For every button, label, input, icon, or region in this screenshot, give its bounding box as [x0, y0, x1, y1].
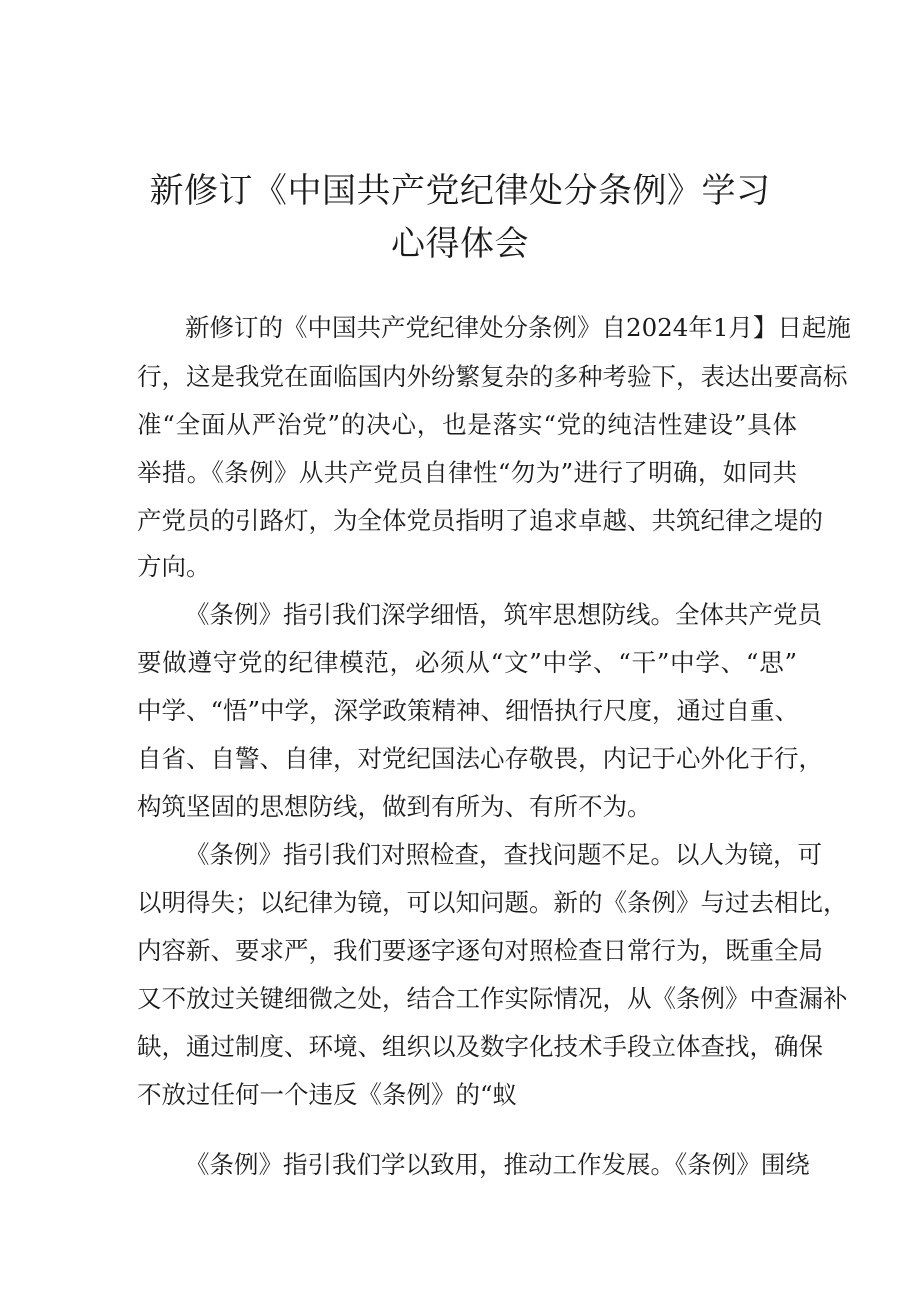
paragraph-line: 中学、“悟”中学，深学政策精神、细悟执行尺度，通过自重、 — [137, 696, 800, 725]
paragraph-line: 内容新、要求严，我们要逐字逐句对照检查日常行为，既重全局 — [137, 936, 823, 965]
paragraph-line: 产党员的引路灯，为全体党员指明了追求卓越、共筑纪律之堤的 — [137, 506, 823, 535]
paragraph-line: 自省、自警、自律，对党纪国法心存敬畏，内记于心外化于行， — [137, 744, 823, 773]
paragraph-line: 新修订的《中国共产党纪律处分条例》自2024年1月】日起施 — [185, 313, 851, 342]
document-title-line-2: 心得体会 — [391, 224, 529, 264]
paragraph-line: 准“全面从严治党”的决心，也是落实“党的纯洁性建设”具体 — [137, 410, 797, 439]
paragraph-line: 《条例》指引我们学以致用，推动工作发展。《条例》围绕 — [185, 1150, 810, 1179]
paragraph-line: 方向。 — [137, 552, 211, 581]
paragraph-line: 以明得失；以纪律为镜，可以知问题。新的《条例》与过去相比， — [137, 888, 848, 917]
document-title-line-1: 新修订《中国共产党纪律处分条例》学习 — [149, 171, 771, 211]
paragraph-line: 缺，通过制度、环境、组织以及数字化技术手段立体查找，确保 — [137, 1032, 823, 1061]
paragraph-line: 构筑坚固的思想防线，做到有所为、有所不为。 — [137, 792, 652, 821]
paragraph-line: 《条例》指引我们对照检查，查找问题不足。以人为镜，可 — [185, 840, 822, 869]
paragraph-line: 《条例》指引我们深学细悟，筑牢思想防线。全体共产党员 — [185, 600, 822, 629]
paragraph-line: 又不放过关键细微之处，结合工作实际情况，从《条例》中查漏补 — [137, 984, 848, 1013]
paragraph-line: 要做遵守党的纪律模范，必须从“文”中学、“干”中学、“思” — [137, 648, 797, 677]
paragraph-line: 不放过任何一个违反《条例》的“蚁 — [137, 1080, 518, 1109]
paragraph-line: 举措。《条例》从共产党员自律性“勿为”进行了明确，如同共 — [137, 458, 797, 487]
paragraph-line: 行，这是我党在面临国内外纷繁复杂的多种考验下，表达出要高标 — [137, 362, 848, 391]
